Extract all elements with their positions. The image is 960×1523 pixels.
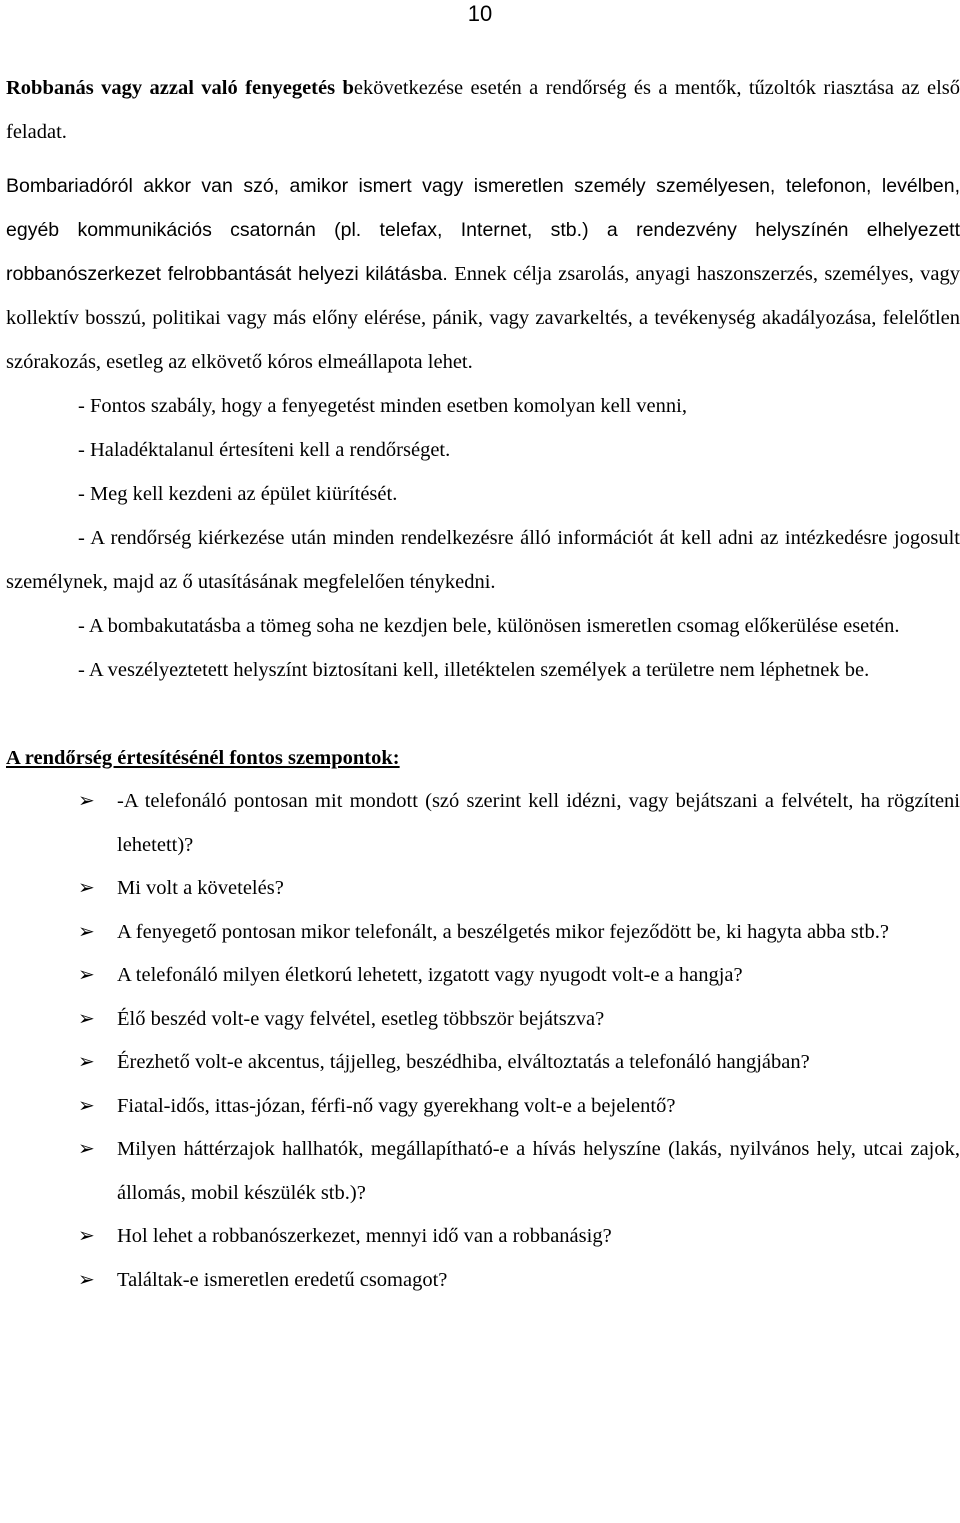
list-item: [6, 998, 960, 1042]
arrow-bullet-icon: ➢: [78, 1051, 95, 1073]
definition-serif-part: Ennek célja zsarolás, anyagi haszonszerzés, személyes, vagy kollektív bosszú, politikai vagy más előny elérése, pánik, vagy zavarkeltés, a tevékenység akadályozása, felelőtlen szórakozás, esetleg az elkövető kóros elmeállapota lehet.: [6, 263, 960, 373]
intro-lead-bold: Robbanás vagy azzal való fenyegetés b: [6, 77, 354, 99]
arrow-bullet-icon: ➢: [78, 1094, 95, 1117]
list-item-text: Hol lehet a robbanószerkezet, mennyi idő van a robbanásig?: [117, 1225, 612, 1247]
list-item-text: Fiatal-idős, ittas-józan, férfi-nő vagy gyerekhang volt-e a bejelentő?: [117, 1094, 676, 1117]
arrow-bullet-icon: ➢: [78, 1268, 95, 1291]
rule-item: - Meg kell kezdeni az épület kiürítését.: [78, 483, 398, 505]
arrow-bullet-icon: ➢: [78, 1007, 95, 1030]
list-item-text: Találtak-e ismeretlen eredetű csomagot?: [117, 1268, 448, 1291]
list-item-text: A telefonáló milyen életkorú lehetett, izgatott vagy nyugodt volt-e a hangja?: [117, 964, 743, 986]
page-number: 10: [467, 1, 493, 26]
definition-sans-part: Bombariadóról akkor van szó, amikor ismert vagy ismeretlen személy személyesen, telefonon, levélben, egyéb kommunikációs csatornán (pl. telefax, Internet, stb.) a rendezvény helyszínén elhelyezett robbanószerkezet felrobbantását helyezi kilátásba.: [6, 175, 960, 285]
document-body: [6, 66, 960, 1302]
list-item-text: Élő beszéd volt-e vagy felvétel, esetleg többször bejátszva?: [117, 1007, 605, 1030]
rule-item: - Fontos szabály, hogy a fenyegetést minden esetben komolyan kell venni,: [78, 395, 687, 417]
list-item: [6, 1215, 960, 1259]
arrow-bullet-icon: ➢: [78, 790, 95, 812]
list-item-text: A fenyegető pontosan mikor telefonált, a beszélgetés mikor fejeződött be, ki hagyta abba stb.?: [117, 920, 889, 943]
checklist: [6, 780, 960, 1302]
list-item: [6, 780, 960, 867]
list-item: [6, 1259, 960, 1303]
section-heading: A rendőrség értesítésénél fontos szempontok:: [6, 747, 400, 769]
arrow-bullet-icon: ➢: [78, 964, 95, 986]
rule-item: - Haladéktalanul értesíteni kell a rendőrséget.: [78, 439, 451, 461]
intro-lead-rest: ekövetkezése esetén a rendőrség és a mentők, tűzoltók riasztása az első feladat.: [6, 77, 960, 143]
arrow-bullet-icon: ➢: [78, 1225, 95, 1247]
arrow-bullet-icon: ➢: [78, 1138, 95, 1160]
rule-item: - A bombakutatásba a tömeg soha ne kezdjen bele, különösen ismeretlen csomag előkerülése esetén.: [78, 615, 900, 637]
list-item: [6, 867, 960, 911]
rule-item: - A veszélyeztetett helyszínt biztosítani kell, illetéktelen személyek a területre nem léphetnek be.: [78, 659, 870, 681]
list-item: [6, 1041, 960, 1085]
list-item: [6, 1085, 960, 1129]
rules-list: [6, 384, 960, 692]
arrow-bullet-icon: ➢: [78, 920, 95, 943]
intro-paragraph: [6, 66, 960, 154]
definition-paragraph: [6, 164, 960, 384]
list-item-text: Érezhető volt-e akcentus, tájjelleg, beszédhiba, elváltoztatás a telefonáló hangjában?: [117, 1051, 810, 1073]
list-item-text: -A telefonáló pontosan mit mondott (szó szerint kell idézni, vagy bejátszani a felvételt, ha rögzíteni lehetett)?: [117, 790, 960, 856]
list-item: [6, 1128, 960, 1215]
rule-item: - A rendőrség kiérkezése után minden rendelkezésre álló információt át kell adni az intézkedésre jogosult személynek, majd az ő utasításának megfelelően ténykedni.: [6, 527, 960, 593]
list-item: [6, 911, 960, 955]
arrow-bullet-icon: ➢: [78, 877, 95, 899]
list-item-text: Milyen háttérzajok hallhatók, megállapítható-e a hívás helyszíne (lakás, nyilvános hely, utcai zajok, állomás, mobil készülék stb.)?: [117, 1138, 960, 1204]
list-item-text: Mi volt a követelés?: [117, 877, 284, 899]
list-item: [6, 954, 960, 998]
